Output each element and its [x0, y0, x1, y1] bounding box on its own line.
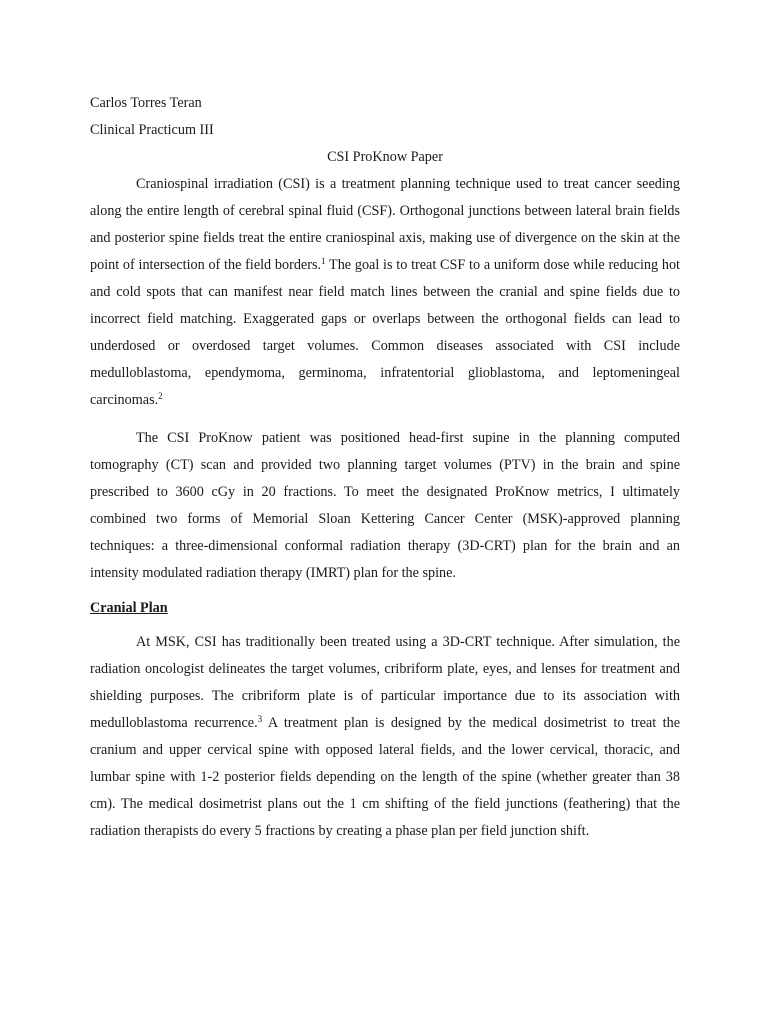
cranial-p1-text-a: At MSK, CSI has traditionally been treated using a 3D-CRT technique. After simulation, the radiation oncologist delineates the target volumes, cribriform plate, eyes, and lenses for treatment and shielding purposes. The cribriform plate is of particular importance due to its association with medulloblastoma recurrence. [90, 634, 680, 731]
intro-paragraph-1 [90, 171, 680, 414]
intro-paragraph-2: The CSI ProKnow patient was positioned head-first supine in the planning computed tomography (CT) scan and provided two planning target volumes (PTV) in the brain and spine prescribed to 3600 cGy in 20 fractions. To meet the designated ProKnow metrics, I ultimately combined two forms of Memorial Sloan Kettering Cancer Center (MSK)-approved planning techniques: a three-dimensional conformal radiation therapy (3D-CRT) plan for the brain and an intensity modulated radiation therapy (IMRT) plan for the spine. [90, 430, 680, 581]
course-name: Clinical Practicum III [90, 122, 214, 138]
footnote-ref-2: 2 [158, 391, 163, 401]
document-body [90, 90, 680, 845]
author-name: Carlos Torres Teran [90, 95, 202, 111]
cranial-p1-text-b: A treatment plan is designed by the medical dosimetrist to treat the cranium and upper cervical spine with opposed lateral fields, and the lower cervical, thoracic, and lumbar spine with 1-2 posterior fields depending on the length of the spine (whether greater than 38 cm). The medical dosimetrist plans out the 1 cm shifting of the field junctions (feathering) that the radiation therapists do every 5 fractions by creating a phase plan per field junction shift. [90, 715, 680, 839]
intro-p1-text-a: Craniospinal irradiation (CSI) is a treatment planning technique used to treat cancer seeding along the entire length of cerebral spinal fluid (CSF). Orthogonal junctions between lateral brain fields and posterior spine fields treat the entire craniospinal axis, making use of divergence on the skin at the point of intersection of the field borders. [90, 176, 680, 273]
intro-p1-text-b: The goal is to treat CSF to a uniform dose while reducing hot and cold spots that can manifest near field match lines between the cranial and spine fields due to incorrect field matching. Exaggerated gaps or overlaps between the orthogonal fields can lead to underdosed or overdosed target volumes. Common diseases associated with CSI include medulloblastoma, ependymoma, germinoma, infratentorial glioblastoma, and leptomeningeal carcinomas. [90, 257, 680, 408]
footnote-ref-1: 1 [321, 256, 326, 266]
footnote-ref-3: 3 [257, 714, 263, 724]
section-heading-cranial-plan: Cranial Plan [90, 600, 168, 616]
cranial-paragraph-1 [90, 629, 680, 845]
paper-title: CSI ProKnow Paper [327, 149, 443, 165]
